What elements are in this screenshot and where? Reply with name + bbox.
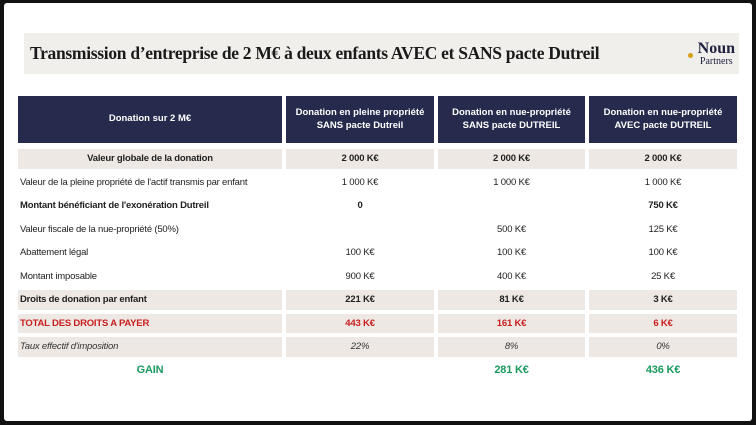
table-cell: 0 [357, 200, 363, 212]
table-cell: 81 K€ [438, 290, 585, 310]
column-header: Donation en nue-propriété AVEC pacte DUTREIL [589, 96, 737, 143]
row-label: Abattement légal [20, 247, 89, 259]
table-cell: 1 000 K€ [341, 176, 379, 188]
table-cell: 22% [286, 337, 434, 357]
logo-name: Noun [697, 39, 735, 57]
table-cell [286, 218, 434, 242]
table-cell [438, 194, 585, 218]
table-cell: 100 K€ [648, 247, 678, 259]
table-cell: 125 K€ [648, 223, 678, 235]
row-label: TOTAL DES DROITS A PAYER [18, 314, 282, 334]
table-cell: 2 000 K€ [438, 149, 585, 169]
row-label: Valeur de la pleine propriété de l'actif transmis par enfant [20, 176, 248, 188]
table-cell: 25 K€ [651, 270, 675, 282]
row-label: Valeur globale de la donation [18, 149, 282, 169]
table-cell: 0% [589, 337, 737, 357]
table-cell [286, 359, 434, 383]
row-label: GAIN [136, 363, 164, 376]
table-cell: 750 K€ [648, 200, 678, 212]
table-cell: 6 K€ [589, 314, 737, 334]
table-cell: 100 K€ [497, 247, 526, 259]
table-cell: 1 000 K€ [493, 176, 530, 188]
column-header: Donation sur 2 M€ [18, 96, 282, 143]
table-cell: 221 K€ [286, 290, 434, 310]
logo-dot-icon [688, 53, 693, 58]
row-label: Valeur fiscale de la nue-propriété (50%) [20, 223, 179, 235]
table-cell: 8% [438, 337, 585, 357]
table-cell: 900 K€ [345, 270, 375, 282]
table-cell: 100 K€ [345, 247, 375, 259]
table-cell: 161 K€ [438, 314, 585, 334]
table-cell: 436 K€ [645, 363, 681, 376]
title-banner [24, 33, 739, 74]
row-label: Montant imposable [20, 270, 97, 282]
logo [698, 41, 735, 67]
table-cell: 281 K€ [494, 363, 529, 376]
row-label: Montant bénéficiant de l'exonération Dutreil [20, 200, 209, 212]
donation-table [18, 96, 737, 382]
table-cell: 400 K€ [497, 270, 526, 282]
row-label: Droits de donation par enfant [18, 290, 282, 310]
table-cell: 1 000 K€ [644, 176, 682, 188]
table-cell: 443 K€ [286, 314, 434, 334]
column-header: Donation en pleine propriété SANS pacte Dutreil [286, 96, 434, 143]
row-label: Taux effectif d'imposition [18, 337, 282, 357]
page-title: Transmission d’entreprise de 2 M€ à deux enfants AVEC et SANS pacte Dutreil [30, 43, 600, 63]
logo-subtitle: Partners [699, 55, 733, 67]
table-cell: 3 K€ [589, 290, 737, 310]
column-header: Donation en nue-propriété SANS pacte DUTREIL [438, 96, 585, 143]
table-cell: 2 000 K€ [286, 149, 434, 169]
table-cell: 500 K€ [497, 223, 526, 235]
table-cell: 2 000 K€ [589, 149, 737, 169]
